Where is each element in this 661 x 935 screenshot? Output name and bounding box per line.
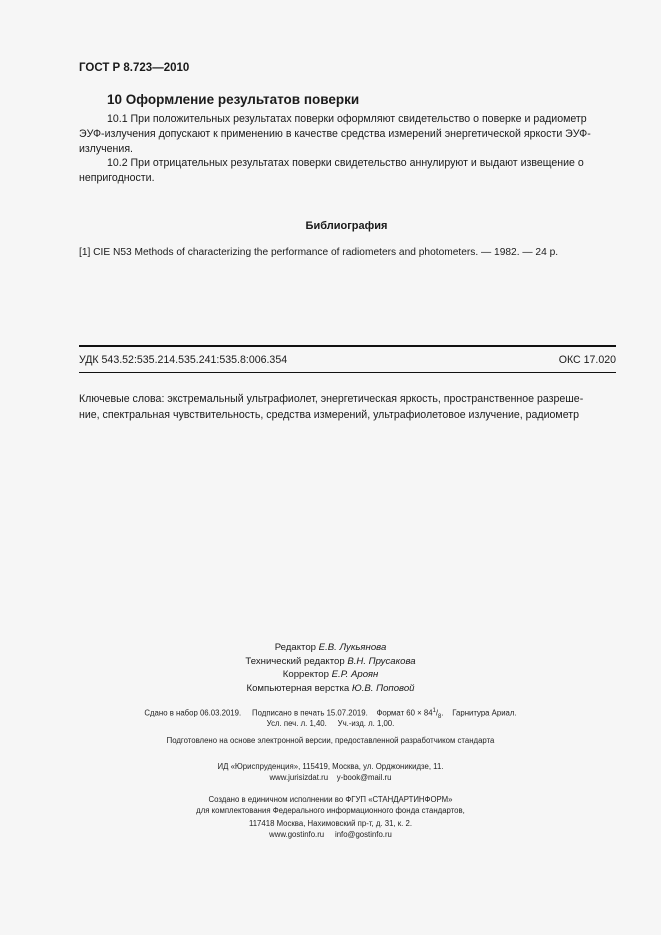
- publication-line-1: Сдано в набор 06.03.2019. Подписано в печать 15.07.2019. Формат $60 \times 84^1/_8$. Гарнитура Ариал.: [144, 708, 517, 721]
- keywords-line: Ключевые слова: экстремальный ультрафиолет, энергетическая яркость, пространственное разреше-: [79, 393, 584, 405]
- paragraph-line: 10.2 При отрицательных результатах поверки свидетельство аннулируют и выдают извещение о: [107, 157, 584, 169]
- document-header: ГОСТ Р 8.723—2010: [79, 62, 190, 74]
- credit-name: Е.В. Лукьянова: [318, 642, 387, 653]
- format-fraction-den: 8: [438, 714, 442, 721]
- credit-role: Технический редактор: [245, 655, 345, 667]
- print-sheets: Усл. печ. л. 1,40.: [266, 719, 327, 728]
- credit-name: В.Н. Прусакова: [347, 655, 416, 667]
- keywords-line: ние, спектральная чувствительность, средства измерений, ультрафиолетовое излучение, радиометр: [79, 409, 579, 421]
- gostinfo-website: www.gostinfo.ru: [269, 830, 325, 839]
- divider-thick: [79, 345, 616, 347]
- credit-layout: [0, 682, 661, 696]
- publisher-contacts: [0, 773, 661, 782]
- publisher-website: www.jurisizdat.ru: [269, 773, 329, 782]
- udk-code: УДК 543.52:535.214.535.241:535.8:006.354: [79, 354, 288, 366]
- credit-name: Ю.В. Поповой: [351, 682, 415, 694]
- paper-format: Формат 60 × 84: [376, 708, 433, 718]
- print-date: Подписано в печать 15.07.2019.: [252, 708, 368, 718]
- publication-line-2: [0, 719, 661, 728]
- publisher-address: ИД «Юриспруденция», 115419, Москва, ул. Орджоникидзе, 11.: [217, 762, 444, 771]
- publisher-sheets: Уч.-изд. л. 1,00.: [337, 719, 395, 728]
- typeface: Гарнитура Ариал.: [452, 708, 517, 718]
- bibliography-title: Библиография: [305, 220, 388, 232]
- section-title: 10 Оформление результатов поверки: [107, 92, 360, 107]
- gostinfo-email: info@gostinfo.ru: [334, 830, 392, 839]
- paragraph-line: излучения.: [79, 143, 133, 155]
- paragraph-10-1: [79, 112, 614, 157]
- credit-role: Редактор: [274, 642, 316, 653]
- format-period: .: [441, 708, 444, 718]
- publisher-email: y-book@mail.ru: [336, 773, 392, 782]
- paragraph-line: ЭУФ-излучения допускают к применению в качестве средства измерений энергетической яркости ЭУФ-: [79, 128, 591, 140]
- credit-tech-editor: [0, 655, 661, 669]
- paragraph-line: 10.1 При положительных результатах поверки оформляют свидетельство о поверке и радиометр: [107, 113, 587, 125]
- divider-thin: [79, 372, 616, 373]
- credit-role: Корректор: [282, 669, 329, 680]
- made-line-1: Создано в единичном исполнении во ФГУП «СТАНДАРТИНФОРМ»: [208, 795, 453, 804]
- credit-role: Компьютерная верстка: [246, 682, 350, 694]
- credit-editor: [0, 641, 661, 655]
- paragraph-line: непригодности.: [79, 172, 155, 184]
- credit-name: Е.Р. Ароян: [331, 669, 379, 680]
- credits-block: [0, 641, 661, 695]
- publication-line-3: Подготовлено на основе электронной версии, предоставленной разработчиком стандарта: [166, 736, 495, 745]
- format-fraction-num: 1: [432, 708, 436, 714]
- made-contacts: [0, 830, 661, 839]
- credit-corrector: [0, 668, 661, 682]
- paragraph-10-2: [79, 156, 614, 186]
- made-line-3: 117418 Москва, Нахимовский пр-т, д. 31, к. 2.: [248, 819, 413, 828]
- bibliography-reference: [1] CIE N53 Methods of characterizing the performance of radiometers and photometers. — 1982. — 24 p.: [79, 247, 559, 258]
- keywords: [79, 391, 616, 423]
- made-line-2: для комплектования Федерального информационного фонда стандартов,: [196, 806, 465, 815]
- typeset-date: Сдано в набор 06.03.2019.: [144, 708, 242, 718]
- oks-code: ОКС 17.020: [558, 354, 616, 366]
